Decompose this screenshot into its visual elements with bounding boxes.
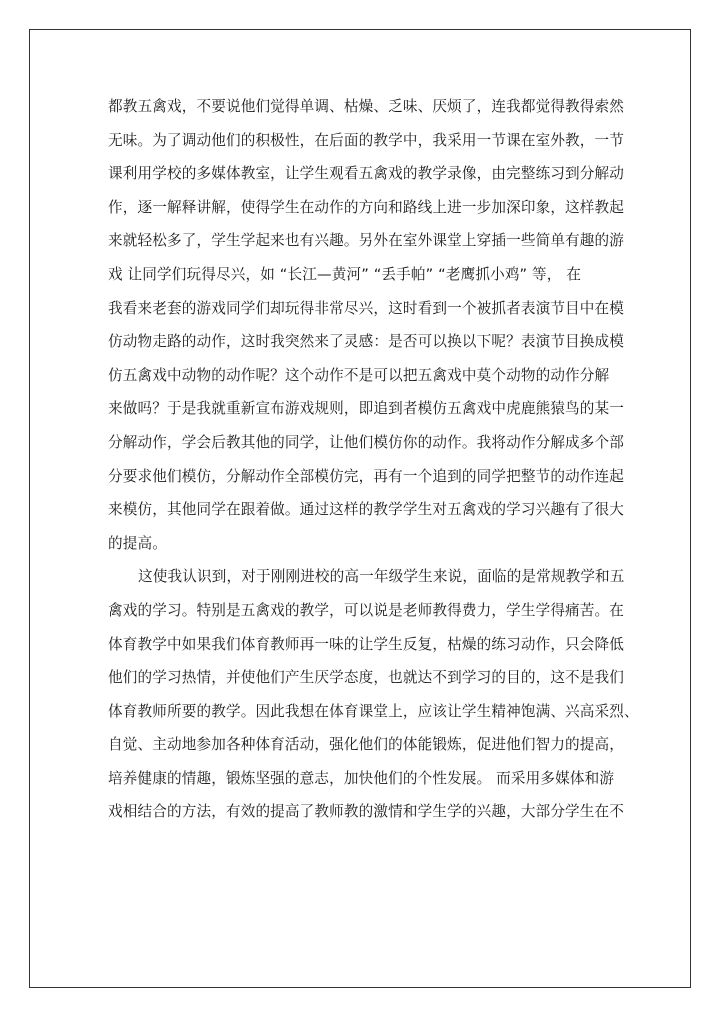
- text-line: 来做吗？于是我就重新宣布游戏规则，即追到者模仿五禽戏中虎鹿熊猿鸟的某一: [108, 400, 625, 418]
- text-line: 的提高。: [108, 534, 167, 552]
- text-line: 他们的学习热情，并使他们产生厌学态度，也就达不到学习的目的，这不是我们: [108, 669, 625, 687]
- text-line: 都教五禽戏，不要说他们觉得单调、枯燥、乏味、厌烦了，连我都觉得教得索然: [108, 98, 625, 115]
- text-line: 仿五禽戏中动物的动作呢？这个动作不是可以把五禽戏中莫个动物的动作分解: [108, 366, 610, 384]
- text-line: 戏相结合的方法，有效的提高了教师教的激情和学生学的兴趣，大部分学生在不: [108, 803, 625, 821]
- text-line: 无味。为了调动他们的积极性，在后面的教学中，我采用一节课在室外教，一节: [108, 131, 625, 149]
- text-line: 培养健康的情趣，锻炼坚强的意志，加快他们的个性发展。 而采用多媒体和游: [108, 769, 615, 787]
- text-line: 来模仿，其他同学在跟着做。通过这样的教学学生对五禽戏的学习兴趣有了很大: [108, 501, 625, 519]
- paragraph-first-line: 这使我认识到，对于刚刚进校的高一年级学生来说，面临的是常规教学和五: [138, 568, 625, 586]
- text-line: 课利用学校的多媒体教室，让学生观看五禽戏的教学录像，由完整练习到分解动: [108, 165, 625, 183]
- document-body: [108, 90, 639, 829]
- text-line: 作，逐一解释讲解，使得学生在动作的方向和路线上进一步加深印象，这样教起: [108, 198, 625, 216]
- text-line: 我看来老套的游戏同学们却玩得非常尽兴，这时看到一个被抓者表演节目中在模: [108, 299, 625, 317]
- text-line: 体育教学中如果我们体育教师再一味的让学生反复，枯燥的练习动作，只会降低: [108, 635, 625, 653]
- text-line: 来就轻松多了，学生学起来也有兴趣。另外在室外课堂上穿插一些简单有趣的游: [108, 232, 625, 250]
- text-line: 体育教师所要的教学。因此我想在体育课堂上，应该让学生精神饱满、兴高采烈、: [108, 702, 639, 720]
- text-line: 自觉、主动地参加各种体育活动，强化他们的体能锻炼，促进他们智力的提高，: [108, 736, 625, 754]
- text-line: 禽戏的学习。特别是五禽戏的教学，可以说是老师教得费力，学生学得痛苦。在: [108, 601, 625, 619]
- text-line: 仿动物走路的动作，这时我突然来了灵感：是否可以换以下呢？表演节目换成模: [108, 333, 625, 351]
- text-line: 分解动作，学会后教其他的同学，让他们模仿你的动作。我将动作分解成多个部: [108, 433, 625, 451]
- text-line: 戏 让同学们玩得尽兴，如 “长江—黄河” “丢手帕” “老鹰抓小鸡” 等， 在: [108, 265, 582, 283]
- text-line: 分要求他们模仿，分解动作全部模仿完，再有一个追到的同学把整节的动作连起: [108, 467, 625, 485]
